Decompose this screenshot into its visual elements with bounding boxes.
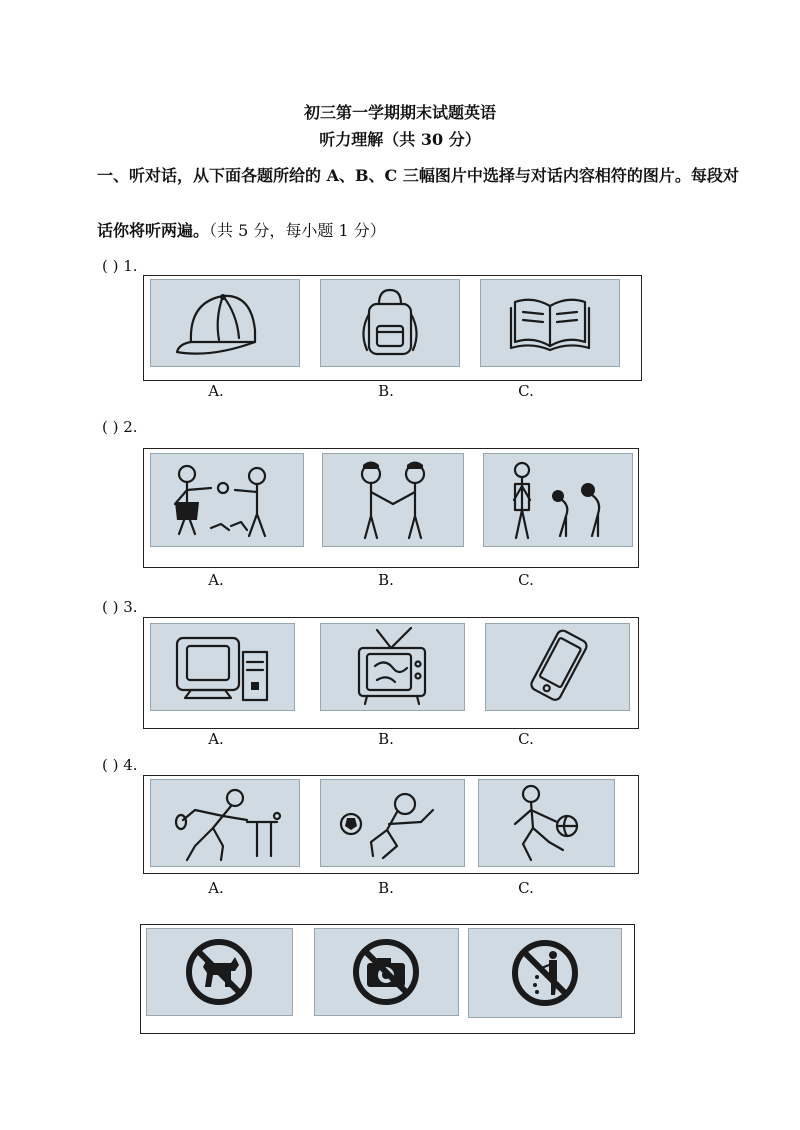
- question-1-number: ( ) 1.: [102, 257, 138, 275]
- ping-pong-player-icon[interactable]: [150, 779, 300, 867]
- question-3-option-b-label: B.: [378, 730, 394, 748]
- instruction-score-note: （共 5 分，每小题 1 分）: [209, 221, 386, 240]
- backpack-icon[interactable]: [320, 279, 460, 367]
- question-1-option-c-label: C.: [518, 382, 534, 400]
- question-4-number: ( ) 4.: [102, 756, 138, 774]
- people-greeting-icon[interactable]: [150, 453, 304, 547]
- no-photography-sign-icon[interactable]: [314, 928, 459, 1016]
- no-dogs-sign-icon[interactable]: [146, 928, 293, 1016]
- section1-instruction-line2: [97, 218, 386, 241]
- question-2-option-a-label: A.: [208, 571, 224, 589]
- question-1-option-a-label: A.: [208, 382, 224, 400]
- question-2-option-c-label: C.: [518, 571, 534, 589]
- basketball-player-icon[interactable]: [478, 779, 615, 867]
- open-book-icon[interactable]: [480, 279, 620, 367]
- television-icon[interactable]: [320, 623, 465, 711]
- question-2-option-b-label: B.: [378, 571, 394, 589]
- question-3-option-a-label: A.: [208, 730, 224, 748]
- instruction-bold-part: 话你将听两遍。: [97, 221, 210, 240]
- question-4-option-c-label: C.: [518, 879, 534, 897]
- question-3-option-c-label: C.: [518, 730, 534, 748]
- question-2-number: ( ) 2.: [102, 418, 138, 436]
- desktop-computer-icon[interactable]: [150, 623, 295, 711]
- no-littering-sign-icon[interactable]: [468, 928, 622, 1018]
- bowing-children-icon[interactable]: [483, 453, 633, 547]
- page-subtitle: 听力理解（共 30 分）: [319, 130, 481, 149]
- page-title: 初三第一学期期末试题英语: [303, 103, 496, 122]
- soccer-player-icon[interactable]: [320, 779, 465, 867]
- question-3-number: ( ) 3.: [102, 598, 138, 616]
- section1-instruction-line1: 一、听对话，从下面各题所给的 A、B、C 三幅图片中选择与对话内容相符的图片。每段对: [97, 166, 739, 185]
- question-4-option-a-label: A.: [208, 879, 224, 897]
- handshake-icon[interactable]: [322, 453, 464, 547]
- question-4-option-b-label: B.: [378, 879, 394, 897]
- cap-icon[interactable]: [150, 279, 300, 367]
- question-1-option-b-label: B.: [378, 382, 394, 400]
- smartphone-icon[interactable]: [485, 623, 630, 711]
